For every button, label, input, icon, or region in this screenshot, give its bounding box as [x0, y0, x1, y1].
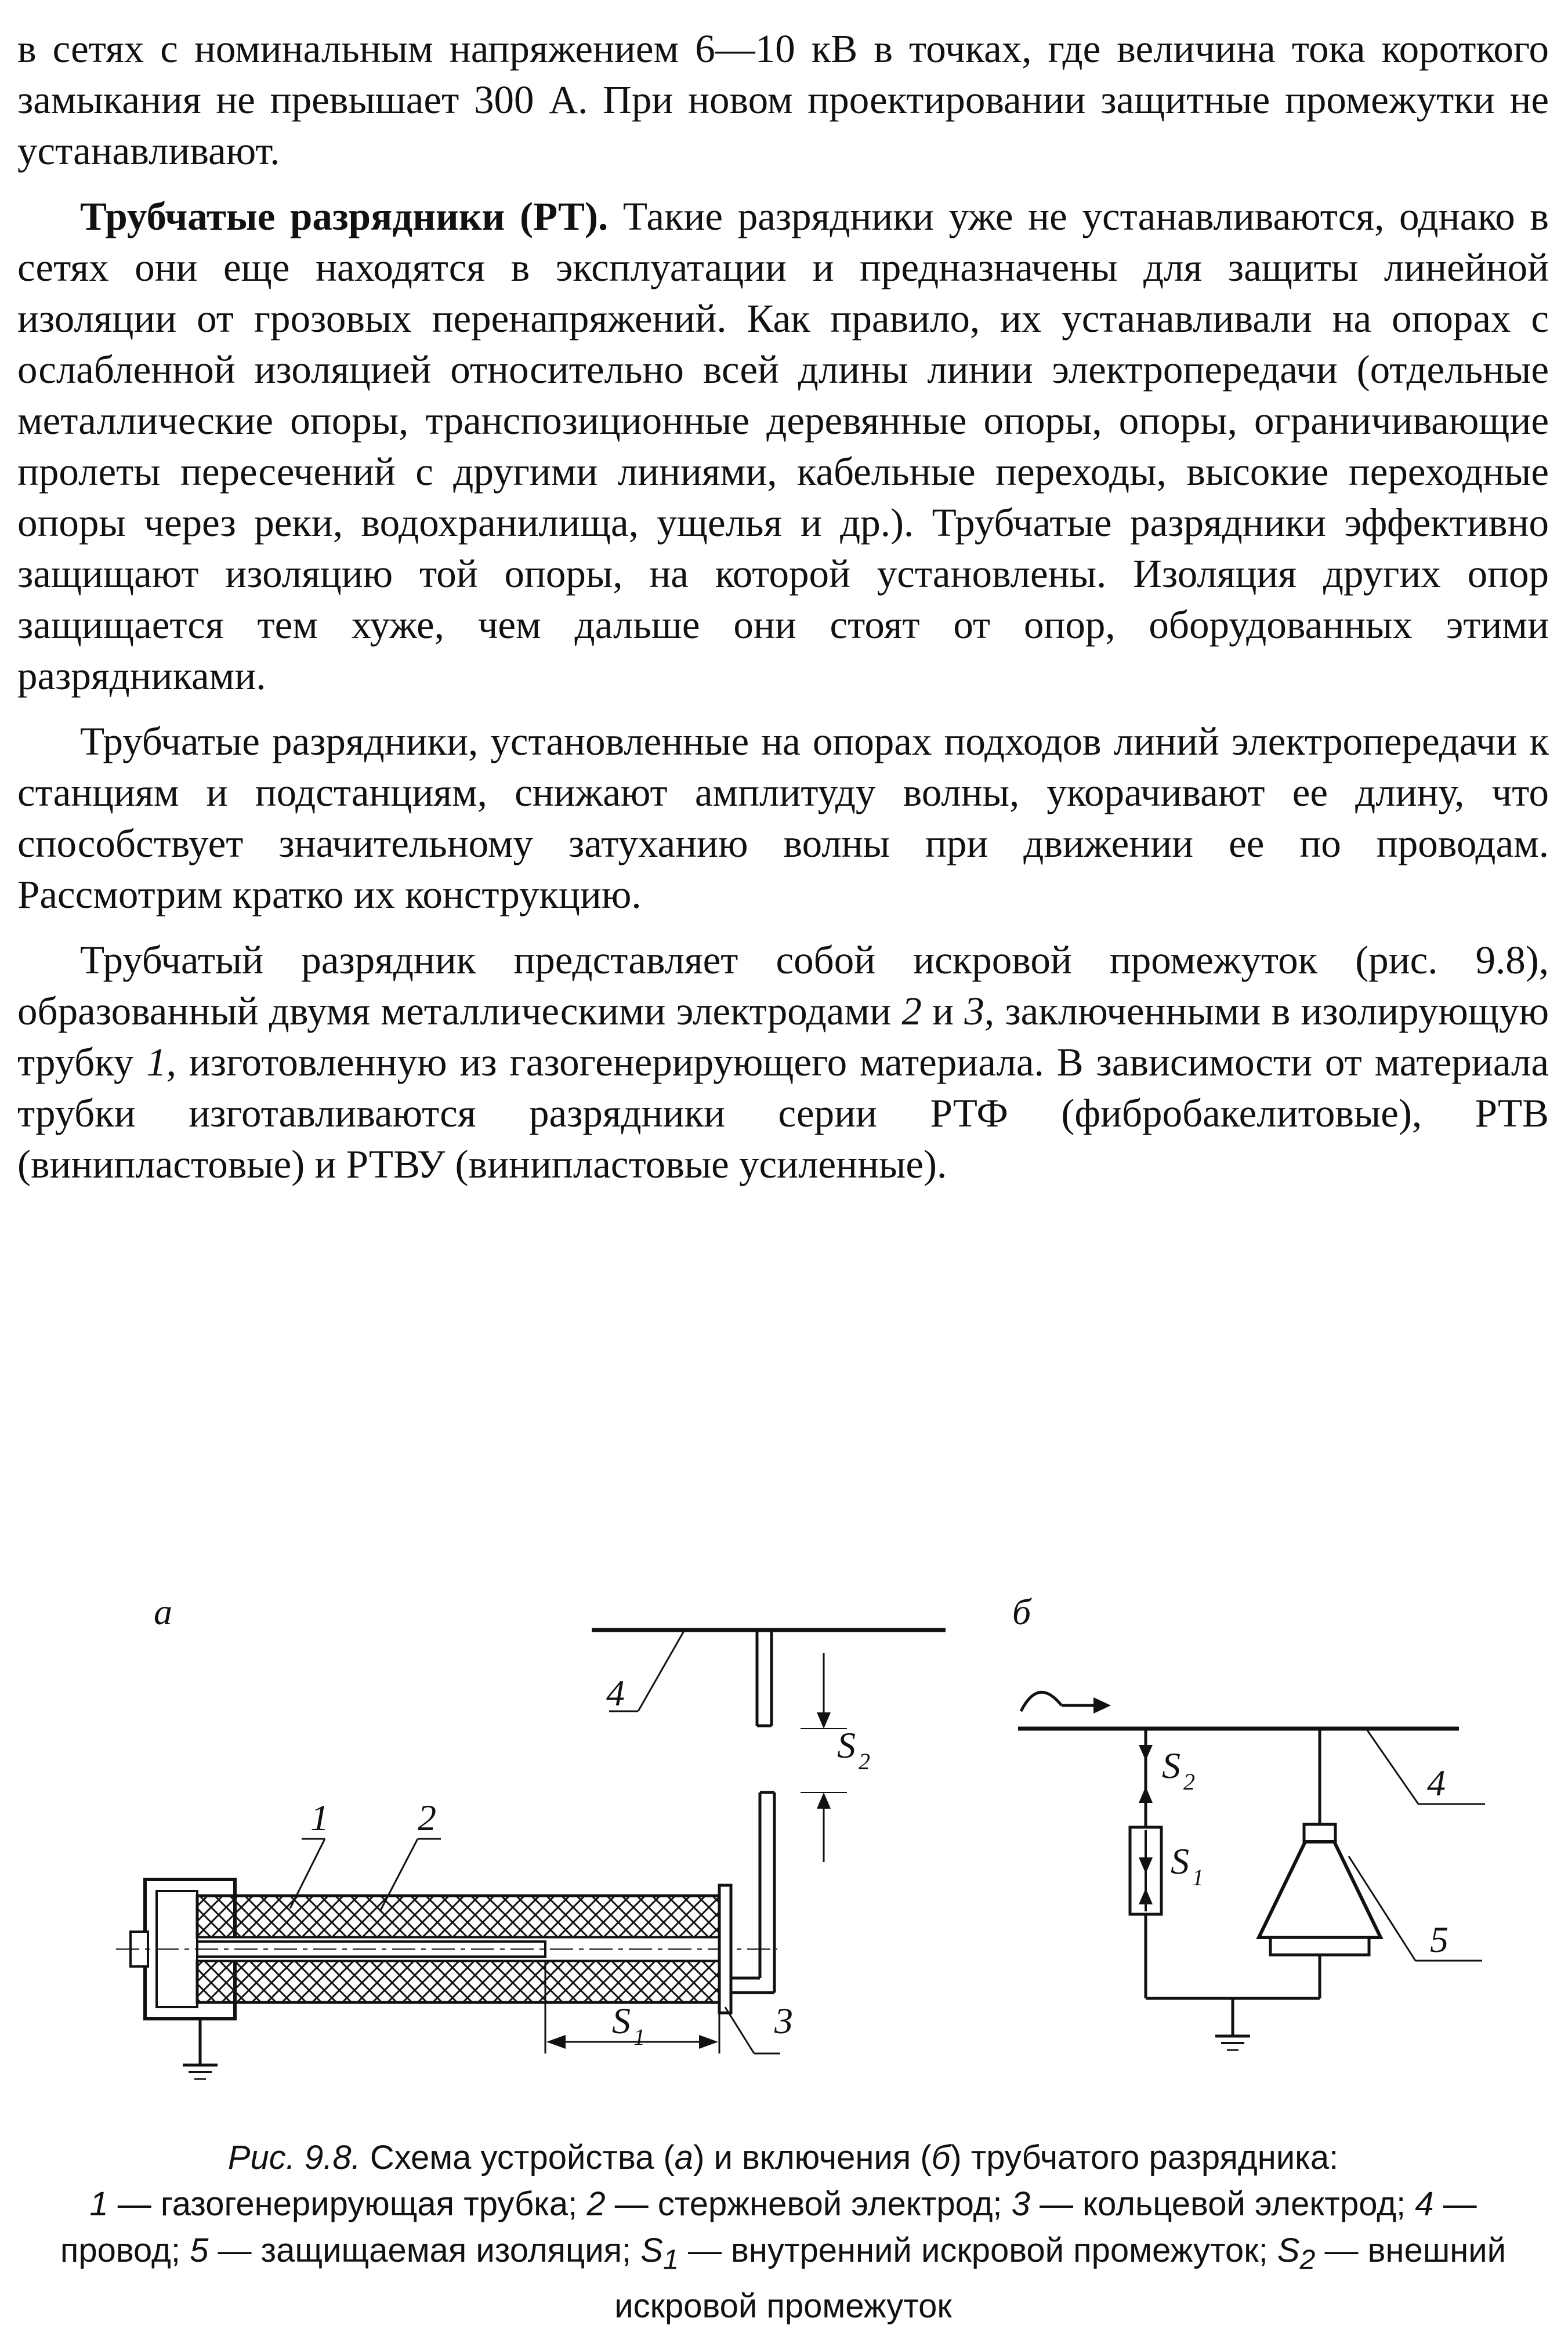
label-3: 3 [774, 2000, 793, 2041]
ref-electrode-2: 2 [901, 989, 922, 1033]
paragraph-1-text: Такие разрядники уже не устанавливаются, однако в сетях они еще находятся в эксплуатации и предназначены для защиты линейной изоляции от грозовых перенапряжений. Как правило, их устанавливали на опорах с ослабленной изоляцией относительно всей длины линии электропередачи (отдельные металлические опоры, транспозиционные деревянные опоры, опоры, ограничивающие пролеты пересечений с другими линиями, кабельные переходы, высокие переходные опоры через реки, водохранилища, ущелья и др.). Трубчатые разрядники эффективно защищают изоляцию той опоры, на которой установлены. Изоляция других опор защищается тем хуже, чем дальше они стоят от опор, оборудованных этими разрядниками. [17, 194, 1549, 698]
caption-fig-ref: Рис. 9.8. [227, 2139, 361, 2176]
s2-arrow-b-down [1139, 1745, 1153, 1761]
paragraph-3-and: и [921, 989, 965, 1033]
leader-3 [725, 2007, 754, 2053]
gas-tube-lower [197, 1961, 719, 2002]
paragraph-3-text-b: , заключенными в изолирующую трубку [17, 989, 1549, 1084]
figure-9-8 [0, 1560, 1568, 2123]
leader-4b [1366, 1729, 1418, 1804]
leader-4a [638, 1630, 685, 1711]
paragraph-1 [17, 191, 1549, 701]
insulator-cap [1304, 1824, 1335, 1842]
arrester-diagram [0, 1560, 1568, 2123]
body-text [17, 23, 1549, 1204]
label-s2-a: S [837, 1725, 856, 1766]
svg-text:1: 1 [633, 2024, 645, 2050]
paragraph-3 [17, 935, 1549, 1190]
ref-tube-1: 1 [146, 1040, 166, 1084]
figure-caption: Рис. 9.8. Схема устройства (а) и включения (б) трубчатого разрядника: 1 — газогенерирующая трубка; 2 — стержневой электрод; 3 — кольцевой электрод; 4 — провод; 5 — защищаемая изоляция; $S_1$ — внутренний искровой промежуток; $S_2$ — внешний искровой промежуток [60, 2139, 1507, 2325]
insulator-base [1270, 1937, 1369, 1955]
paragraph-3-text-a: Трубчатый разрядник представляет собой искровой промежуток (рис. 9.8), образованный двумя металлическими электродами [17, 938, 1549, 1033]
paragraph-3-text-c: , изготовленную из газогенерирующего материала. В зависимости от материала трубки изготавливаются разрядники серии РТФ (фибробакелитовые), РТВ (винипластовые) и РТВУ (винипластовые усиленные). [17, 1040, 1549, 1186]
paragraph-2-text: Трубчатые разрядники, установленные на опорах подходов линий электропередачи к станциям и подстанциям, снижают амплитуду волны, укорачивают ее длину, что способствует значительному затуханию волны при движении ее по проводам. Рассмотрим кратко их конструкцию. [17, 719, 1549, 917]
paragraph-0-text: в сетях с номинальным напряжением 6—10 кВ в точках, где величина тока короткого замыкания не превышает 300 А. При новом проектировании защитные промежутки не устанавливают. [17, 27, 1549, 173]
svg-text:1: 1 [1192, 1864, 1204, 1890]
paragraph-2 [17, 716, 1549, 920]
label-5: 5 [1430, 1919, 1449, 1960]
insulator-symbol [1259, 1842, 1381, 1937]
label-s1-b: S [1171, 1841, 1189, 1882]
svg-text:2: 2 [859, 1748, 870, 1774]
label-4a: 4 [606, 1672, 625, 1714]
panel-a-label: а [154, 1591, 172, 1632]
label-s2-b: S [1162, 1745, 1180, 1786]
wave-symbol [1021, 1692, 1062, 1711]
panel-b-label: б [1012, 1591, 1031, 1632]
label-4b: 4 [1427, 1762, 1446, 1803]
label-s1-a: S [612, 2000, 631, 2041]
ref-electrode-3: 3 [964, 989, 984, 1033]
section-heading: Трубчатые разрядники (РТ). [80, 194, 609, 238]
svg-text:2: 2 [1183, 1769, 1195, 1795]
label-2: 2 [418, 1797, 436, 1838]
wave-arrow [1093, 1697, 1111, 1714]
s2-arrow-b-up [1139, 1787, 1153, 1803]
ring-electrode [719, 1885, 731, 2013]
paragraph-0 [17, 23, 1549, 176]
label-1: 1 [310, 1797, 329, 1838]
gas-tube-upper [197, 1896, 719, 1937]
s2-arrow-down [817, 1712, 831, 1729]
